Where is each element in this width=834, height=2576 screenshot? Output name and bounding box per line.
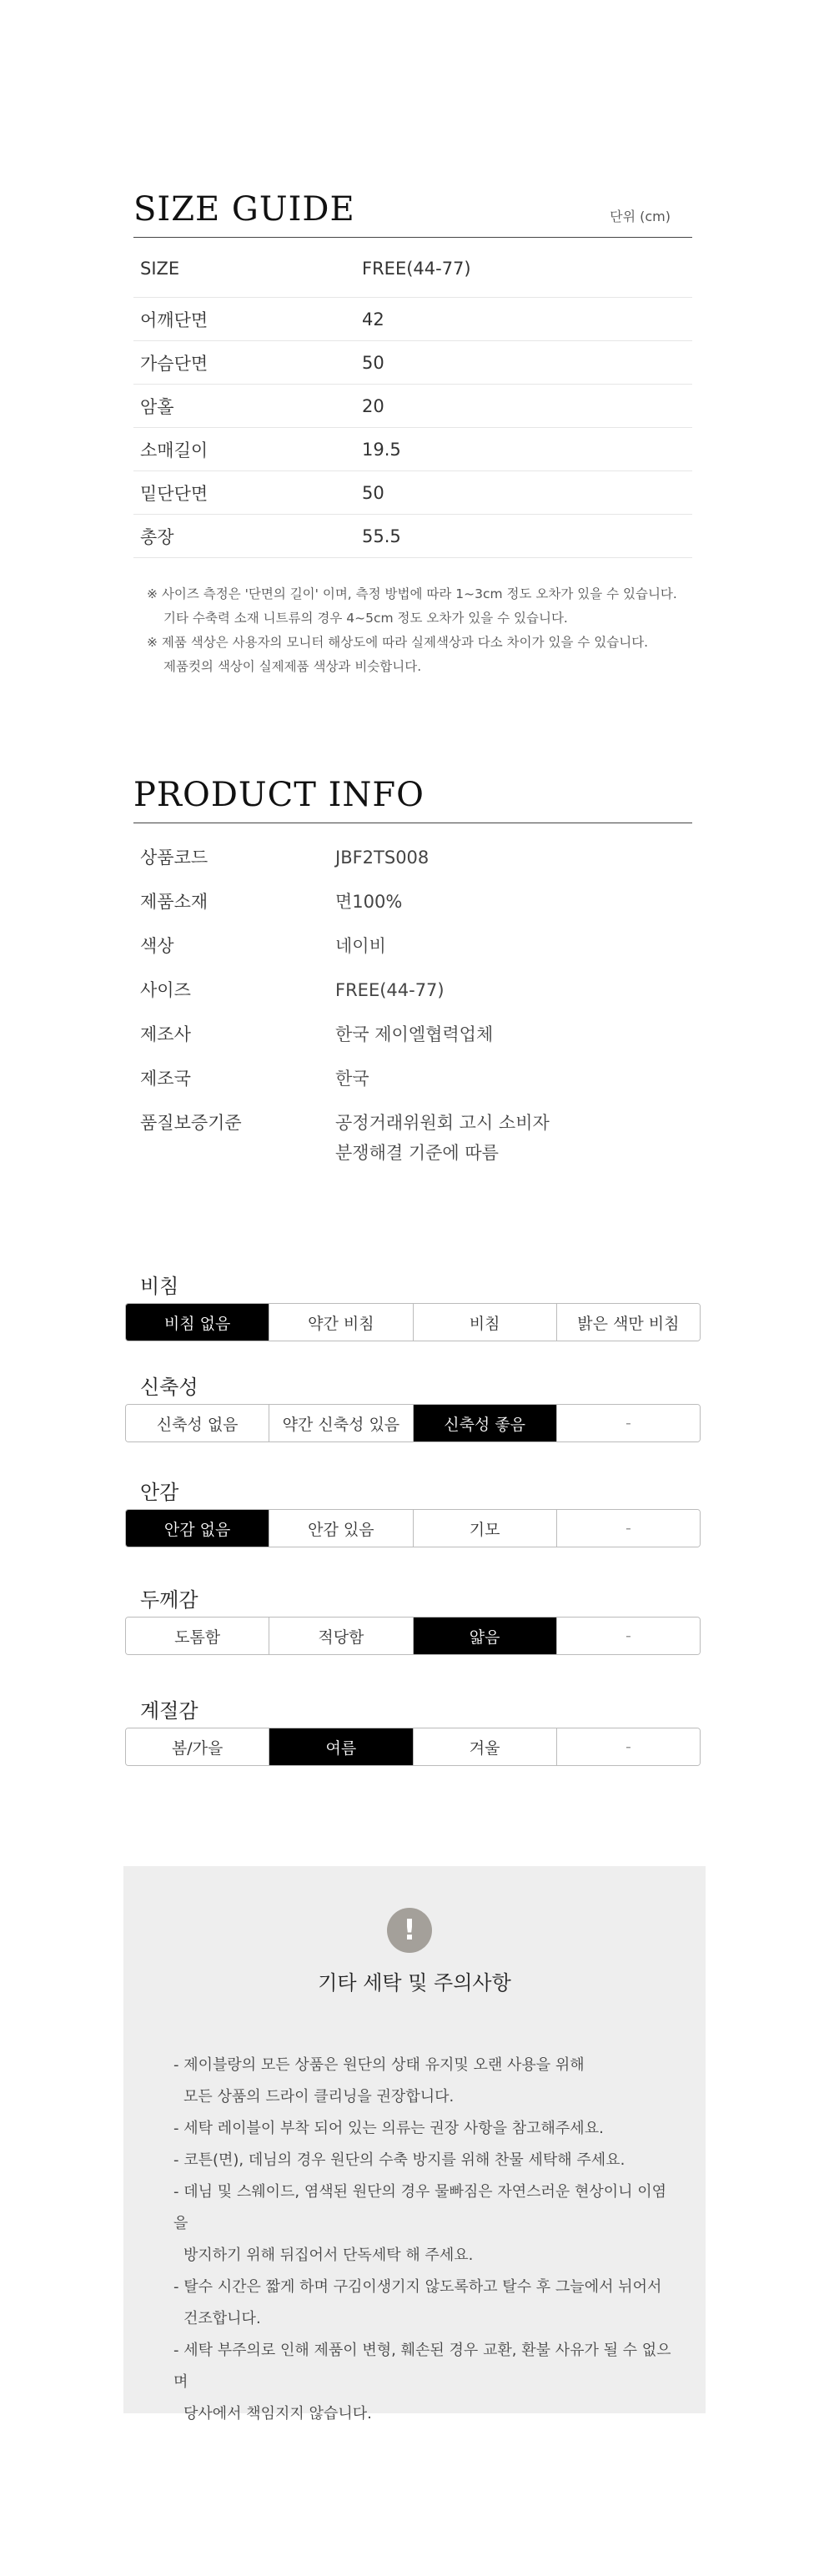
care-line: - 세탁 부주의로 인해 제품이 변형, 훼손된 경우 교환, 환불 사유가 될 수 없으며	[173, 2342, 671, 2391]
attr-option: -	[557, 1510, 700, 1547]
product-info-table	[140, 843, 691, 1182]
size-unit: 단위 (cm)	[610, 209, 671, 224]
size-guide-header	[133, 185, 692, 238]
attr-option-selected: 신축성 좋음	[414, 1405, 557, 1441]
size-row-value: 42	[362, 309, 384, 330]
attr-options	[125, 1728, 701, 1766]
info-label: 상품코드	[140, 848, 208, 868]
attr-label: 신축성	[140, 1376, 198, 1399]
attr-option: -	[557, 1618, 700, 1654]
care-line: - 데님 및 스웨이드, 염색된 원단의 경우 물빠짐은 자연스러운 현상이니 이염을	[173, 2183, 667, 2232]
size-row-value: 50	[362, 352, 384, 373]
table-row	[133, 471, 692, 515]
attr-elasticity	[125, 1371, 701, 1442]
size-row-label: 어깨단면	[140, 309, 208, 330]
size-row-value: 19.5	[362, 439, 401, 460]
attr-option-selected: 비침 없음	[126, 1304, 269, 1341]
attr-options	[125, 1303, 701, 1341]
size-row-value: 50	[362, 482, 384, 503]
table-row	[140, 1019, 691, 1049]
attr-option-selected: 안감 없음	[126, 1510, 269, 1547]
info-label: 제품소재	[140, 892, 208, 912]
attr-option: 도톰함	[126, 1618, 269, 1654]
size-row-value: 55.5	[362, 526, 401, 546]
table-row	[140, 843, 691, 873]
attr-season	[125, 1694, 701, 1766]
attr-options	[125, 1617, 701, 1655]
product-info-header	[133, 767, 692, 823]
attr-lining	[125, 1476, 701, 1547]
attr-option: 약간 신축성 있음	[269, 1405, 413, 1441]
attr-label: 계절감	[140, 1699, 198, 1723]
attr-option: -	[557, 1405, 700, 1441]
size-row-label: 밑단단면	[140, 483, 208, 504]
product-info-title: PRODUCT INFO	[133, 776, 425, 814]
attr-option: 밝은 색만 비침	[557, 1304, 700, 1341]
table-row	[140, 887, 691, 917]
info-label: 색상	[140, 936, 174, 956]
attr-option-selected: 여름	[269, 1728, 413, 1765]
info-label: 품질보증기준	[140, 1113, 242, 1133]
care-line: - 제이블랑의 모든 상품은 원단의 상태 유지및 오랜 사용을 위해	[173, 2056, 585, 2074]
table-row	[140, 975, 691, 1005]
table-row	[140, 1108, 691, 1168]
table-row	[140, 1064, 691, 1094]
info-value: FREE(44-77)	[335, 980, 445, 1000]
table-row	[133, 385, 692, 428]
attr-options	[125, 1509, 701, 1547]
info-label: 제조사	[140, 1024, 191, 1044]
info-value: 한국	[335, 1069, 369, 1089]
care-line: 건조합니다.	[183, 2310, 261, 2327]
attr-option: 기모	[414, 1510, 557, 1547]
attr-option: -	[557, 1728, 700, 1765]
table-row	[133, 298, 692, 341]
table-row	[133, 515, 692, 558]
attr-option: 신축성 없음	[126, 1405, 269, 1441]
care-line: 모든 상품의 드라이 클리닝을 권장합니다.	[183, 2088, 455, 2106]
size-row-label: 가슴단면	[140, 353, 208, 374]
info-value: 면100%	[335, 892, 403, 912]
care-line: - 세탁 레이블이 부착 되어 있는 의류는 권장 사항을 참고해주세요.	[173, 2120, 604, 2137]
info-label: 제조국	[140, 1069, 191, 1089]
attr-option-selected: 얇음	[414, 1618, 557, 1654]
size-table-header-row	[133, 240, 692, 298]
attr-option: 약간 비침	[269, 1304, 413, 1341]
attr-label: 두께감	[140, 1588, 198, 1612]
size-guide-title: SIZE GUIDE	[133, 190, 355, 229]
size-note: ※ 사이즈 측정은 '단면의 길이' 이며, 측정 방법에 따라 1~3cm 정도 오차가 있을 수 있습니다.	[147, 586, 677, 601]
attr-options	[125, 1404, 701, 1442]
size-row-label: 소매길이	[140, 440, 208, 460]
attr-option: 안감 있음	[269, 1510, 413, 1547]
info-value: JBF2TS008	[335, 848, 430, 868]
attr-option: 적당함	[269, 1618, 413, 1654]
info-value-line: 공정거래위원회 고시 소비자	[335, 1113, 550, 1133]
info-value-line: 분쟁해결 기준에 따름	[335, 1143, 499, 1163]
size-header-value: FREE(44-77)	[362, 259, 471, 279]
size-header-label: SIZE	[140, 259, 180, 279]
care-instructions-box	[123, 1866, 706, 2423]
care-line: - 탈수 시간은 짧게 하며 구김이생기지 않도록하고 탈수 후 그늘에서 뉘어서	[173, 2278, 662, 2296]
attr-option: 겨울	[414, 1728, 557, 1765]
info-label: 사이즈	[140, 980, 191, 1000]
exclamation-icon: !	[387, 1908, 432, 1953]
info-value: 한국 제이엘협력업체	[335, 1024, 494, 1044]
attr-option: 봄/가을	[126, 1728, 269, 1765]
attr-option: 비침	[414, 1304, 557, 1341]
attr-thickness	[125, 1583, 701, 1655]
size-table	[133, 240, 692, 558]
size-row-label: 암홀	[140, 396, 174, 417]
table-row	[133, 428, 692, 471]
size-notes	[147, 582, 697, 679]
size-note: 제품컷의 색상이 실제제품 색상과 비슷합니다.	[163, 659, 422, 674]
care-line: 방지하기 위해 뒤집어서 단독세탁 해 주세요.	[183, 2246, 474, 2264]
info-value-multiline	[335, 1108, 691, 1168]
size-note: 기타 수축력 소재 니트류의 경우 4~5cm 정도 오차가 있을 수 있습니다.	[163, 611, 568, 626]
table-row	[140, 931, 691, 961]
table-row	[133, 341, 692, 385]
care-line: 당사에서 책임지지 않습니다.	[183, 2405, 372, 2423]
size-row-value: 20	[362, 395, 384, 416]
care-line: - 코튼(면), 데님의 경우 원단의 수축 방지를 위해 찬물 세탁해 주세요.	[173, 2151, 626, 2169]
care-title: 기타 세탁 및 주의사항	[318, 1971, 511, 1995]
attr-label: 비침	[140, 1275, 179, 1298]
info-value: 네이비	[335, 936, 386, 956]
attr-label: 안감	[140, 1481, 179, 1504]
size-note: ※ 제품 색상은 사용자의 모니터 해상도에 따라 실제색상과 다소 차이가 있을 수 있습니다.	[147, 635, 649, 650]
size-row-label: 총장	[140, 526, 174, 547]
care-list	[173, 2050, 674, 2430]
attr-sheerness	[125, 1270, 701, 1341]
